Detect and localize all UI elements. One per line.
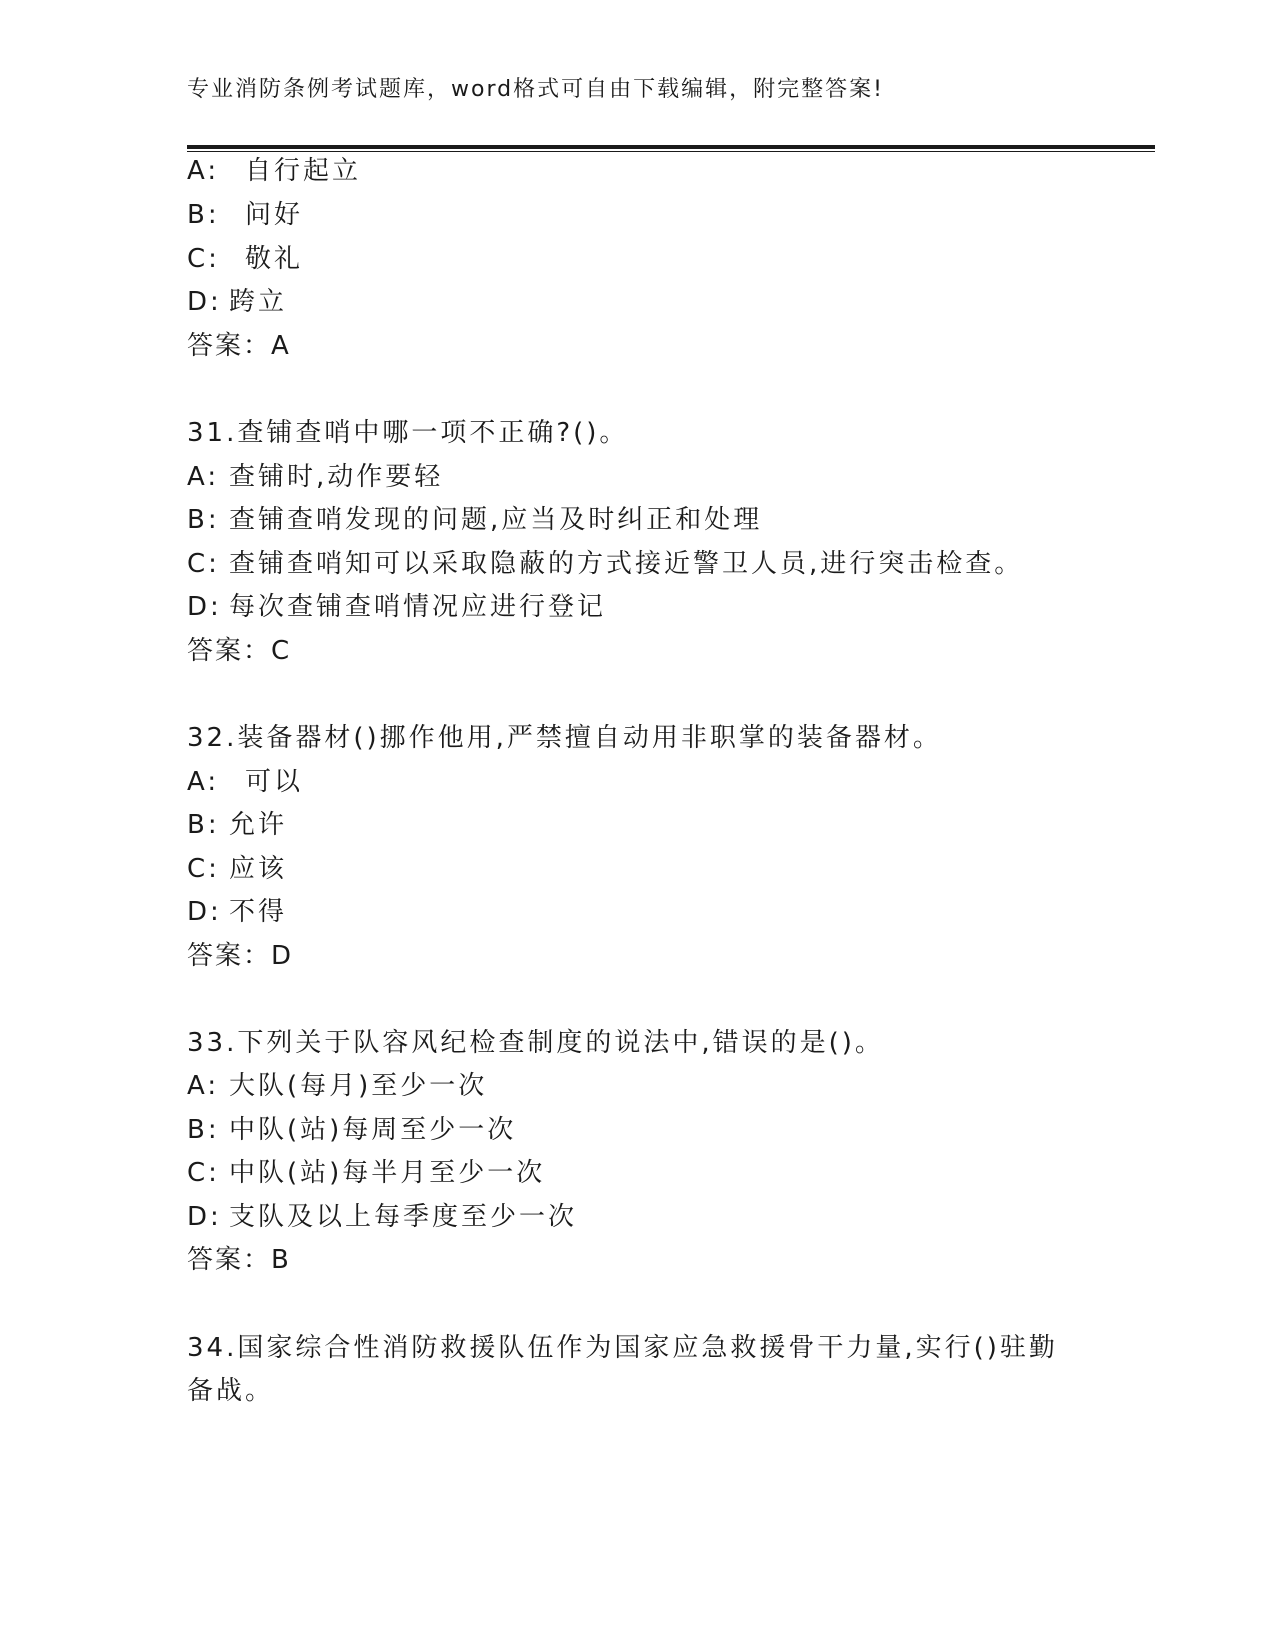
header-rule-thick — [187, 145, 1155, 149]
q30-option-d — [187, 284, 287, 320]
option-key: D: — [187, 592, 222, 622]
q30-answer: 答案：A — [187, 331, 291, 361]
option-text: 可以 — [245, 767, 304, 797]
option-text: 跨立 — [229, 287, 288, 317]
option-key: A: — [187, 767, 220, 797]
option-text: 支队及以上每季度至少一次 — [229, 1202, 578, 1232]
option-key: C: — [187, 1158, 220, 1188]
option-text: 查铺时,动作要轻 — [229, 462, 444, 492]
q31-option-d — [187, 589, 606, 625]
q32-option-c — [187, 851, 287, 887]
option-text: 不得 — [229, 897, 288, 927]
option-key: C: — [187, 244, 220, 274]
q32-answer: 答案：D — [187, 941, 294, 971]
option-key: B: — [187, 200, 220, 230]
page-header: 专业消防条例考试题库，word格式可自由下载编辑，附完整答案! — [187, 77, 884, 102]
option-key: D: — [187, 897, 222, 927]
option-key: B: — [187, 505, 220, 535]
q30-option-c — [187, 241, 303, 277]
option-key: A: — [187, 156, 220, 186]
option-key: A: — [187, 1071, 220, 1101]
option-text: 每次查铺查哨情况应进行登记 — [229, 592, 607, 622]
option-key: C: — [187, 854, 220, 884]
option-key: B: — [187, 1115, 220, 1145]
q31-stem: 31.查铺查哨中哪一项不正确?()。 — [187, 418, 629, 448]
q33-option-a — [187, 1068, 487, 1104]
q33-option-c — [187, 1155, 545, 1191]
q32-option-b — [187, 807, 287, 843]
q33-option-d — [187, 1199, 577, 1235]
q32-option-a — [187, 764, 303, 800]
q34-stem-line2: 备战。 — [187, 1376, 275, 1406]
q31-option-b — [187, 502, 762, 538]
q32-stem: 32.装备器材()挪作他用,严禁擅自动用非职掌的装备器材。 — [187, 723, 942, 753]
option-text: 查铺查哨发现的问题,应当及时纠正和处理 — [229, 505, 763, 535]
q31-option-a — [187, 459, 443, 495]
option-key: C: — [187, 549, 220, 579]
q34-stem-line1: 34.国家综合性消防救援队伍作为国家应急救援骨干力量,实行()驻勤 — [187, 1333, 1058, 1363]
q30-option-b — [187, 197, 303, 233]
q32-option-d — [187, 894, 287, 930]
q33-answer: 答案：B — [187, 1245, 291, 1275]
option-key: D: — [187, 1202, 222, 1232]
q31-option-c — [187, 546, 1023, 582]
option-text: 查铺查哨知可以采取隐蔽的方式接近警卫人员,进行突击检查。 — [229, 549, 1024, 579]
option-text: 自行起立 — [245, 156, 362, 186]
option-text: 问好 — [245, 200, 304, 230]
q33-stem: 33.下列关于队容风纪检查制度的说法中,错误的是()。 — [187, 1028, 884, 1058]
option-text: 敬礼 — [245, 244, 304, 274]
option-key: A: — [187, 462, 220, 492]
q30-option-a — [187, 153, 361, 189]
option-text: 大队(每月)至少一次 — [229, 1071, 488, 1101]
option-text: 中队(站)每半月至少一次 — [229, 1158, 546, 1188]
option-text: 应该 — [229, 854, 288, 884]
q33-option-b — [187, 1112, 516, 1148]
header-rule-thin — [187, 151, 1155, 152]
q31-answer: 答案：C — [187, 636, 292, 666]
option-text: 允许 — [229, 810, 288, 840]
option-key: B: — [187, 810, 220, 840]
option-text: 中队(站)每周至少一次 — [229, 1115, 517, 1145]
option-key: D: — [187, 287, 222, 317]
